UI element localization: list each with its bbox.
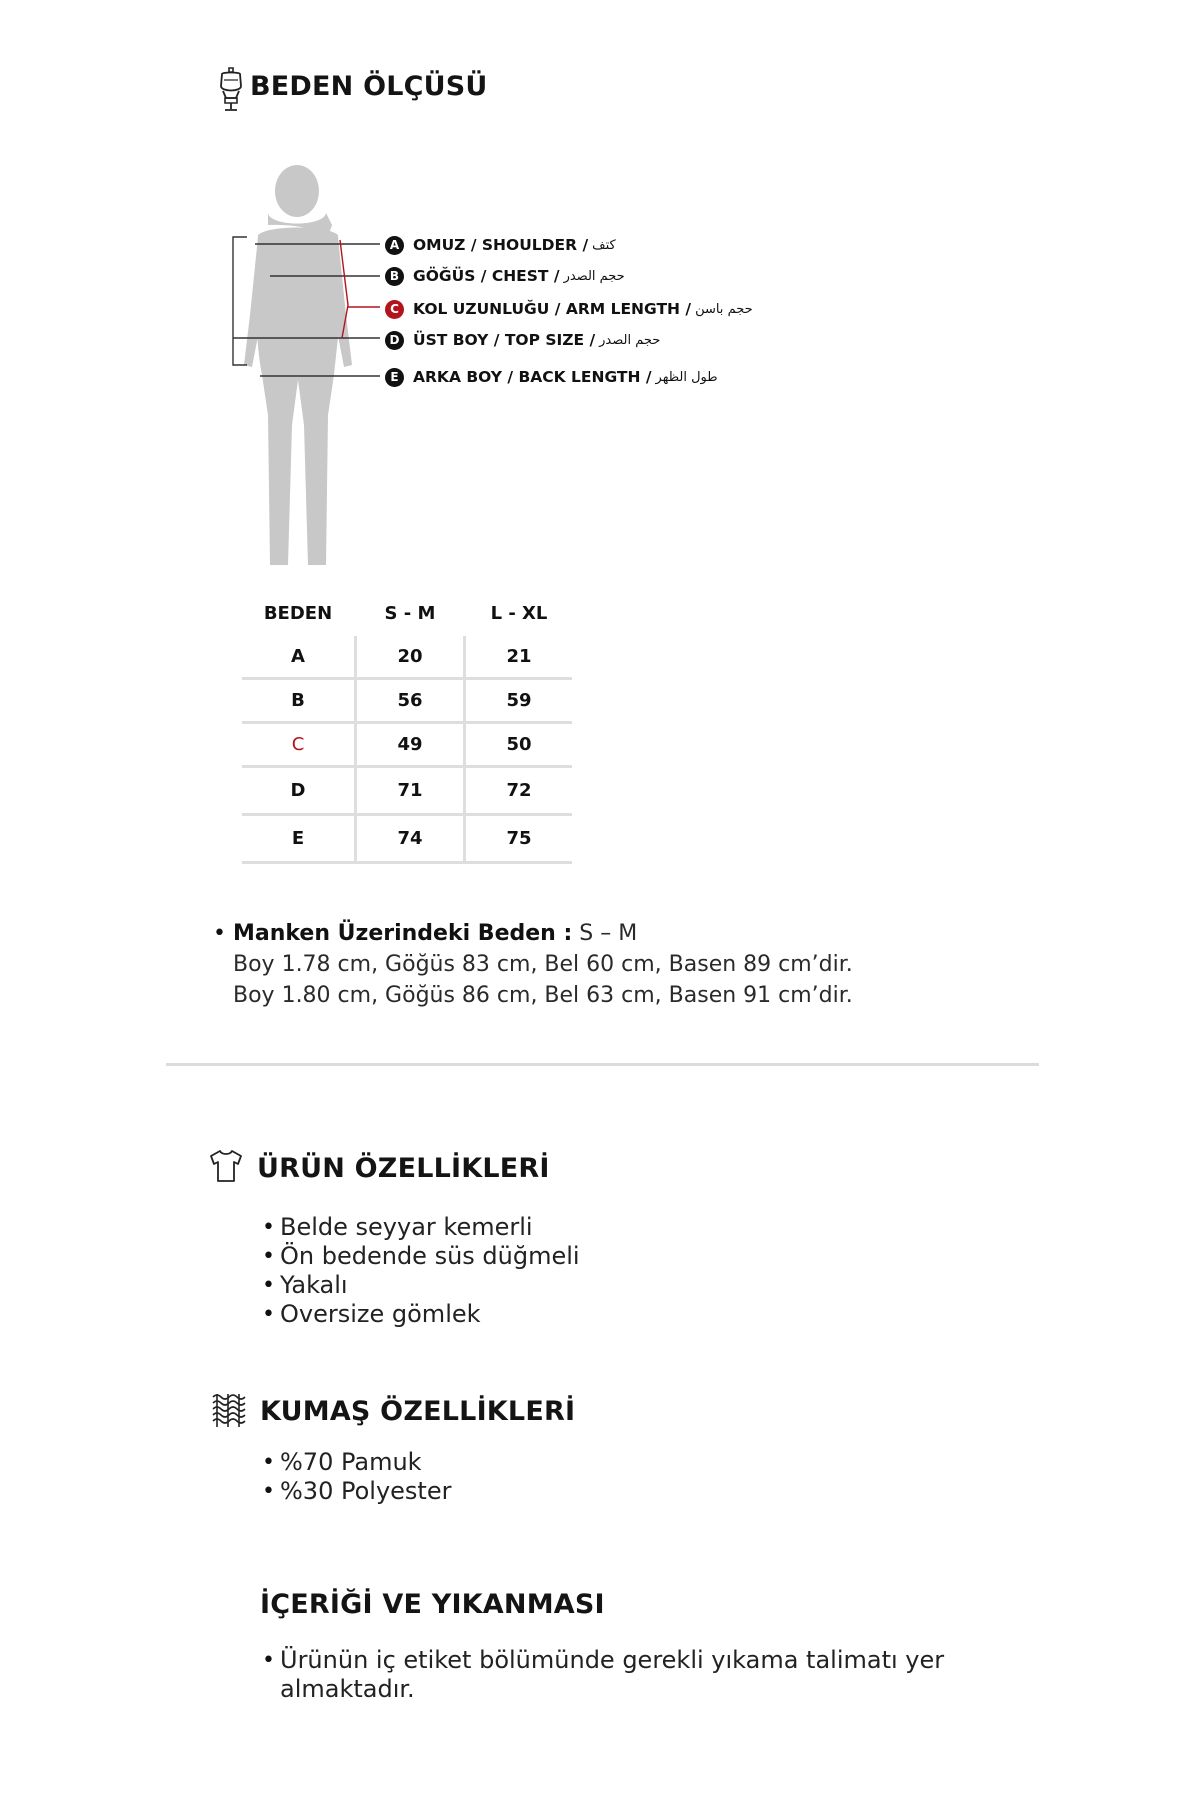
- legend-row-b: [385, 265, 625, 287]
- legend-badge: A: [385, 236, 404, 255]
- legend-row-d: [385, 329, 660, 351]
- list-item: • Ürünün iç etiket bölümünde gerekli yıkama talimatı yer almaktadır.: [262, 1646, 962, 1704]
- table-row: [242, 768, 572, 816]
- section-divider: [166, 1063, 1039, 1066]
- table-cell: 50: [466, 724, 572, 768]
- size-chart-title: BEDEN ÖLÇÜSÜ: [250, 71, 488, 102]
- table-cell: 74: [354, 816, 466, 864]
- mannequin-icon: [216, 66, 246, 112]
- table-cell: B: [242, 680, 354, 724]
- legend-label: KOL UZUNLUĞU / ARM LENGTH /: [413, 300, 692, 318]
- model-size-line: • Manken Üzerindeki Beden : S – M: [213, 921, 638, 946]
- product-features-title: ÜRÜN ÖZELLİKLERİ: [257, 1153, 550, 1184]
- table-header-row: [242, 590, 572, 636]
- legend-badge: E: [385, 368, 404, 387]
- legend-arabic: كتف: [592, 237, 616, 253]
- table-cell: E: [242, 816, 354, 864]
- table-cell: 59: [466, 680, 572, 724]
- legend-arabic: حجم باسن: [695, 301, 753, 317]
- list-item: • Belde seyyar kemerli: [262, 1213, 580, 1242]
- fabric-icon: [209, 1391, 247, 1429]
- table-header: S - M: [384, 602, 436, 624]
- size-table: [242, 590, 572, 864]
- care-title: İÇERİĞİ VE YIKANMASI: [260, 1589, 605, 1620]
- table-header: BEDEN: [263, 602, 333, 624]
- table-cell: 21: [466, 636, 572, 680]
- legend-label: OMUZ / SHOULDER /: [413, 236, 589, 254]
- legend-row-c: [385, 298, 753, 320]
- list-item: • %70 Pamuk: [262, 1448, 451, 1477]
- table-cell: C: [242, 724, 354, 768]
- table-cell: 20: [354, 636, 466, 680]
- table-cell: 71: [354, 768, 466, 816]
- table-row: [242, 724, 572, 768]
- legend-arabic: طول الظهر: [655, 369, 718, 385]
- table-cell: 49: [354, 724, 466, 768]
- list-item: • %30 Polyester: [262, 1477, 451, 1506]
- list-item: • Oversize gömlek: [262, 1300, 580, 1329]
- model-measure-2: Boy 1.80 cm, Göğüs 86 cm, Bel 63 cm, Basen 91 cm’dir.: [233, 983, 853, 1008]
- table-cell: 72: [466, 768, 572, 816]
- legend-row-a: [385, 234, 616, 256]
- legend-label: GÖĞÜS / CHEST /: [413, 267, 560, 285]
- product-features-list: [262, 1213, 580, 1329]
- table-cell: A: [242, 636, 354, 680]
- table-header: L - XL: [490, 602, 548, 624]
- list-item: • Yakalı: [262, 1271, 580, 1300]
- care-list: [262, 1646, 962, 1704]
- model-info: [213, 918, 853, 1011]
- legend-badge: D: [385, 331, 404, 350]
- table-row: [242, 680, 572, 724]
- table-row: [242, 816, 572, 864]
- table-row: [242, 636, 572, 680]
- legend-label: ÜST BOY / TOP SIZE /: [413, 331, 596, 349]
- table-cell: 75: [466, 816, 572, 864]
- list-item: • Ön bedende süs düğmeli: [262, 1242, 580, 1271]
- legend-badge: C: [385, 300, 404, 319]
- legend-row-e: [385, 366, 718, 388]
- legend-arabic: حجم الصدر: [599, 332, 661, 348]
- fabric-list: [262, 1448, 451, 1506]
- legend-arabic: حجم الصدر: [563, 268, 625, 284]
- table-cell: 56: [354, 680, 466, 724]
- model-measure-1: Boy 1.78 cm, Göğüs 83 cm, Bel 60 cm, Basen 89 cm’dir.: [233, 952, 853, 977]
- table-cell: D: [242, 768, 354, 816]
- model-size-value: S – M: [579, 921, 638, 946]
- legend-label: ARKA BOY / BACK LENGTH /: [413, 368, 652, 386]
- fabric-title: KUMAŞ ÖZELLİKLERİ: [260, 1396, 576, 1427]
- tshirt-icon: [208, 1148, 244, 1184]
- measurement-lines: [230, 230, 395, 380]
- model-size-label: Manken Üzerindeki Beden :: [232, 921, 573, 946]
- legend-badge: B: [385, 267, 404, 286]
